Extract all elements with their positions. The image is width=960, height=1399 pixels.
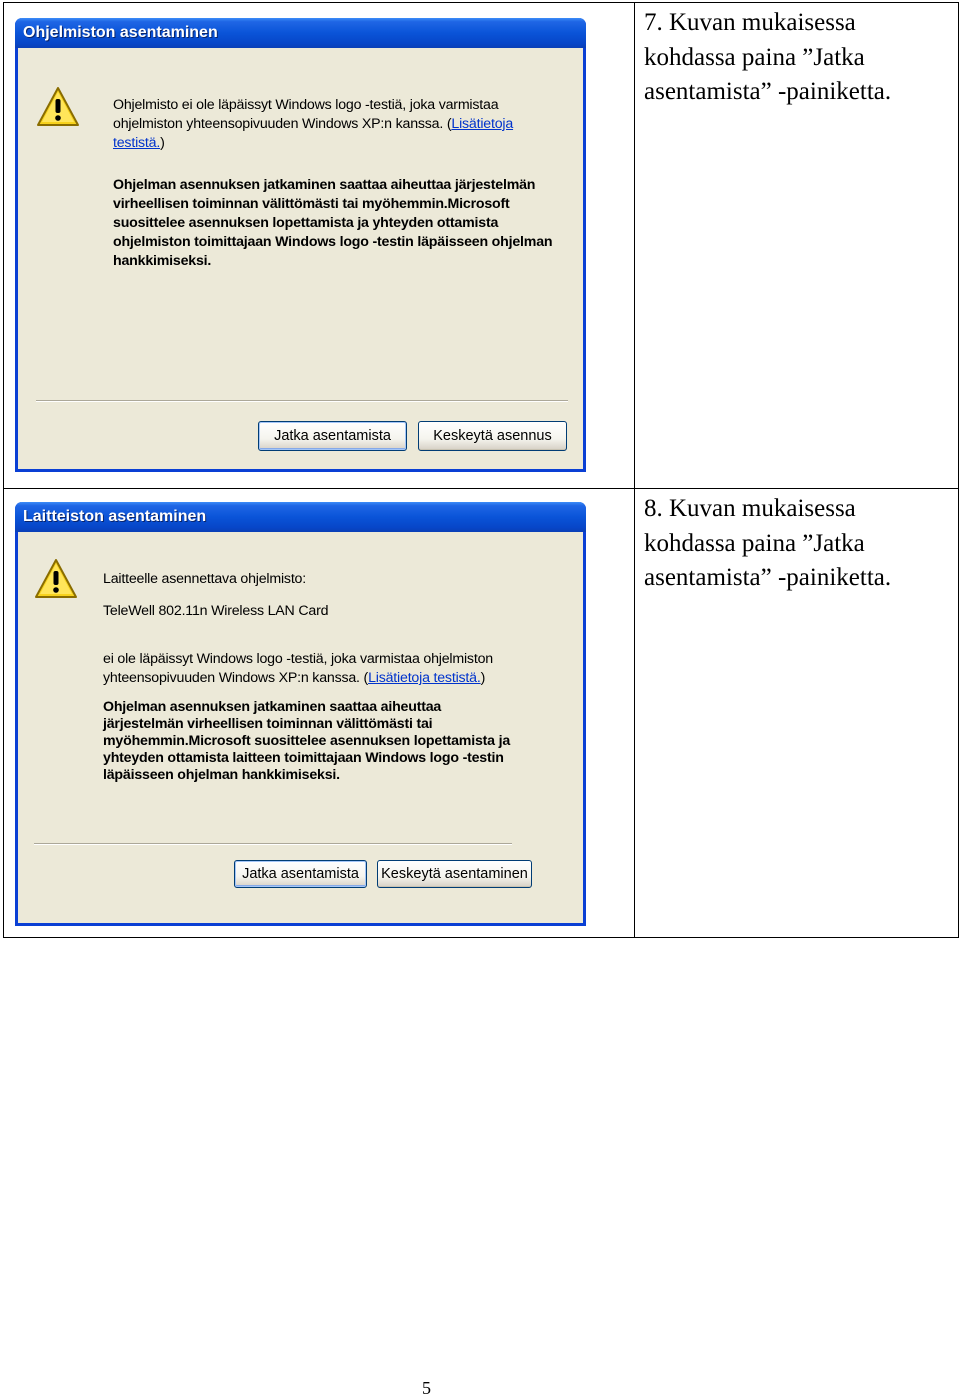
cancel-install-button[interactable]: Keskeytä asentaminen: [377, 860, 532, 888]
hardware-install-dialog: [15, 502, 586, 926]
intro-close-paren: ): [480, 670, 486, 686]
step-row-8: [4, 489, 958, 937]
more-info-link[interactable]: Lisätietoja testistä.: [113, 116, 514, 151]
software-install-dialog: [15, 18, 586, 472]
dialog-title: Ohjelmiston asentaminen: [23, 24, 218, 41]
device-label: Laitteelle asennettava ohjelmisto:: [103, 571, 306, 587]
cancel-install-button[interactable]: Keskeytä asennus: [418, 421, 567, 451]
intro-sentence: Ohjelmisto ei ole läpäissyt Windows logo -testiä, joka varmistaa ohjelmiston yhteensopivuuden Windows XP:n kanssa. (: [113, 97, 499, 132]
dialog-title: Laitteiston asentaminen: [23, 508, 207, 525]
button-separator: [36, 400, 568, 402]
page-number: 5: [422, 1378, 431, 1398]
step-caption: 7. Kuvan mukaisessa kohdassa paina ”Jatka asentamista” -painiketta.: [644, 9, 892, 105]
step-row-7: [4, 3, 958, 489]
warning-icon: [36, 86, 80, 128]
intro-close-paren: ): [160, 135, 165, 151]
warning-icon: [34, 558, 78, 600]
step-caption: 8. Kuvan mukaisessa kohdassa paina ”Jatka asentamista” -painiketta.: [644, 495, 892, 591]
more-info-link[interactable]: Lisätietoja testistä.: [368, 670, 481, 686]
device-name: TeleWell 802.11n Wireless LAN Card: [103, 603, 329, 619]
intro-text: [103, 650, 503, 688]
instruction-table: [3, 2, 959, 938]
warning-text: Ohjelman asennuksen jatkaminen saattaa aiheuttaa järjestelmän virheellisen toiminnan välittömästi tai myöhemmin.Microsoft suosittelee asennuksen lopettamista ja yhteyden ottamista ohjelmiston toimittajaan Windows logo -testin läpäisseen ohjelman hankkimiseksi.: [113, 177, 553, 269]
intro-text: [113, 96, 563, 153]
warning-text: Ohjelman asennuksen jatkaminen saattaa aiheuttaa järjestelmän virheellisen toiminnan välittömästi tai myöhemmin.Microsoft suosittelee asennuksen lopettamista ja yhteyden ottamista laitteen toimittajaan Windows logo -testin läpäisseen ohjelman hankkimiseksi.: [103, 699, 511, 783]
continue-install-button[interactable]: Jatka asentamista: [234, 860, 367, 888]
intro-sentence: ei ole läpäissyt Windows logo -testiä, joka varmistaa ohjelmiston yhteensopivuuden Windows XP:n kanssa. (: [103, 651, 493, 686]
dialog-titlebar: [15, 502, 586, 532]
button-separator: [34, 843, 512, 845]
continue-install-button[interactable]: Jatka asentamista: [258, 421, 407, 451]
dialog-titlebar: [15, 18, 586, 48]
